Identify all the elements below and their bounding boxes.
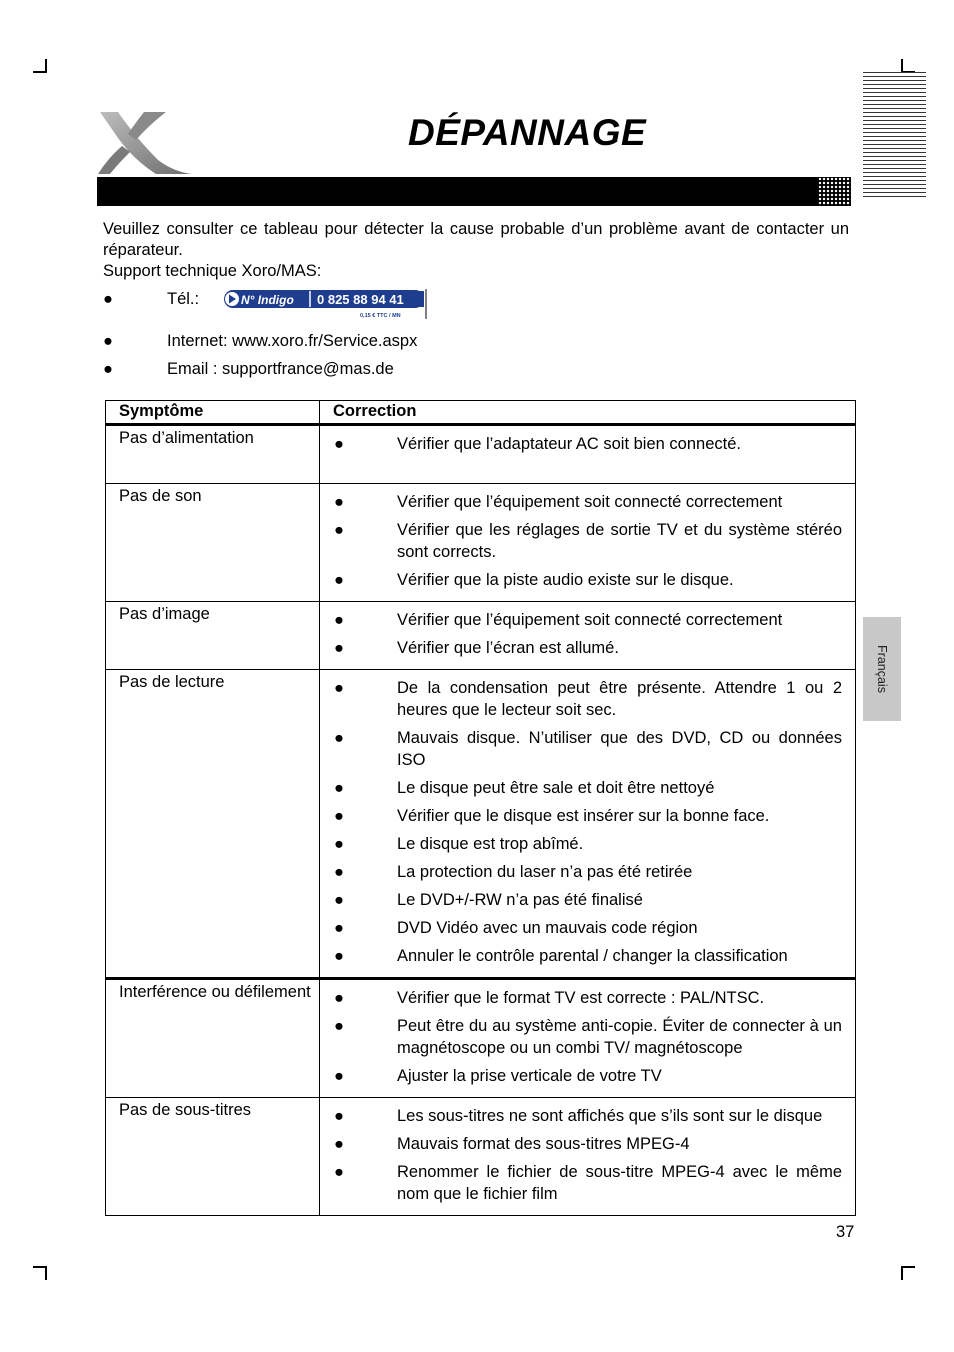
stripe-decoration (863, 72, 926, 200)
page-number: 37 (836, 1223, 855, 1241)
correction-item: ● Vérifier que le disque est insérer sur la bonne face. (334, 807, 770, 825)
correction-item: ● Annuler le contrôle parental / changer la classification (334, 947, 788, 965)
bullet-icon: ● (334, 1017, 344, 1035)
bullet-icon: ● (334, 835, 344, 853)
symptom-cell: Pas d’image (106, 602, 320, 670)
contact-phone-label: Tél.: (167, 290, 200, 308)
correction-item: ● Renommer le fichier de sous-titre MPEG-4 avec le même nom que le fichier film (334, 1163, 842, 1203)
language-tab (863, 617, 901, 721)
bullet-icon: ● (334, 493, 344, 511)
xoro-x-logo (96, 108, 196, 178)
bullet-icon: ● (334, 891, 344, 909)
table-row (106, 670, 856, 979)
header-bar-pattern (818, 177, 851, 206)
bullet-icon: ● (334, 919, 344, 937)
bullet-icon: ● (103, 290, 113, 308)
crop-mark-top-left (33, 59, 47, 73)
contact-email-text: Email : supportfrance@mas.de (167, 360, 394, 378)
correction-item: ● Vérifier que l’équipement soit connecté correctement (334, 611, 783, 629)
correction-cell (320, 1098, 856, 1216)
crop-mark-bottom-right (901, 1266, 915, 1280)
symptom-cell: Interférence ou défilement (106, 979, 320, 1098)
correction-item: ● Mauvais format des sous-titres MPEG-4 (334, 1135, 690, 1153)
table-header-row (106, 401, 856, 425)
symptom-cell: Pas d’alimentation (106, 425, 320, 484)
bullet-icon: ● (334, 729, 344, 747)
support-label: Support technique Xoro/MAS: (103, 262, 322, 280)
bullet-icon: ● (334, 807, 344, 825)
correction-cell (320, 425, 856, 484)
bullet-icon: ● (334, 611, 344, 629)
correction-item: ● Peut être du au système anti-copie. Éviter de connecter à un magnétoscope ou un combi TV/ magnétoscope (334, 1017, 842, 1057)
indigo-number: 0 825 88 94 41 (317, 292, 404, 307)
table-row (106, 602, 856, 670)
contact-internet-text: Internet: www.xoro.fr/Service.aspx (167, 332, 418, 350)
correction-item: ● Mauvais disque. N’utiliser que des DVD, CD ou données ISO (334, 729, 842, 769)
correction-item: ● De la condensation peut être présente. Attendre 1 ou 2 heures que le lecteur soit sec. (334, 679, 842, 719)
correction-item: ● Vérifier que la piste audio existe sur le disque. (334, 571, 734, 589)
correction-item: ● Vérifier que les réglages de sortie TV et du système stéréo sont corrects. (334, 521, 842, 561)
indigo-phone-badge (222, 289, 428, 319)
correction-cell (320, 484, 856, 602)
correction-item: ● Ajuster la prise verticale de votre TV (334, 1067, 662, 1085)
bullet-icon: ● (334, 571, 344, 589)
bullet-icon: ● (334, 435, 344, 453)
indigo-brand: N° Indigo (241, 293, 294, 307)
correction-item: ● DVD Vidéo avec un mauvais code région (334, 919, 698, 937)
table-row (106, 425, 856, 484)
correction-item: ● La protection du laser n’a pas été retirée (334, 863, 693, 881)
bullet-icon: ● (334, 521, 344, 539)
correction-item: ● Vérifier que le format TV est correcte : PAL/NTSC. (334, 989, 765, 1007)
bullet-icon: ● (334, 989, 344, 1007)
table-row (106, 979, 856, 1098)
correction-cell (320, 979, 856, 1098)
symptom-cell: Pas de son (106, 484, 320, 602)
correction-item: ● Les sous-titres ne sont affichés que s’ils sont sur le disque (334, 1107, 823, 1125)
bullet-icon: ● (334, 779, 344, 797)
correction-cell (320, 602, 856, 670)
symptom-cell: Pas de lecture (106, 670, 320, 979)
correction-item: ● Le disque est trop abîmé. (334, 835, 584, 853)
symptom-cell: Pas de sous-titres (106, 1098, 320, 1216)
crop-mark-bottom-left (33, 1266, 47, 1280)
correction-item: ● Le disque peut être sale et doit être nettoyé (334, 779, 715, 797)
correction-item: ● Vérifier que l’écran est allumé. (334, 639, 619, 657)
header-correction: Correction (320, 401, 856, 425)
header-bar (97, 177, 851, 206)
header-symptom: Symptôme (106, 401, 320, 425)
intro-paragraph: Veuillez consulter ce tableau pour détecter la cause probable d’un problème avant de contacter un réparateur. (103, 220, 849, 259)
language-tab-label: Français (875, 645, 889, 693)
troubleshooting-table (105, 400, 856, 1216)
bullet-icon: ● (334, 639, 344, 657)
correction-item: ● Le DVD+/-RW n’a pas été finalisé (334, 891, 643, 909)
correction-item: ● Vérifier que l’équipement soit connecté correctement (334, 493, 783, 511)
bullet-icon: ● (334, 1163, 344, 1181)
bullet-icon: ● (334, 1067, 344, 1085)
correction-cell (320, 670, 856, 979)
bullet-icon: ● (334, 1135, 344, 1153)
bullet-icon: ● (334, 1107, 344, 1125)
bullet-icon: ● (103, 332, 113, 350)
page-title: DÉPANNAGE (408, 112, 647, 153)
table-row (106, 1098, 856, 1216)
table-row (106, 484, 856, 602)
bullet-icon: ● (334, 947, 344, 965)
bullet-icon: ● (334, 679, 344, 697)
bullet-icon: ● (334, 863, 344, 881)
correction-item: ● Vérifier que l’adaptateur AC soit bien connecté. (334, 435, 741, 453)
crop-mark-top-right (901, 59, 915, 73)
indigo-price: 0,15 € TTC / MN (360, 313, 401, 319)
bullet-icon: ● (103, 360, 113, 378)
